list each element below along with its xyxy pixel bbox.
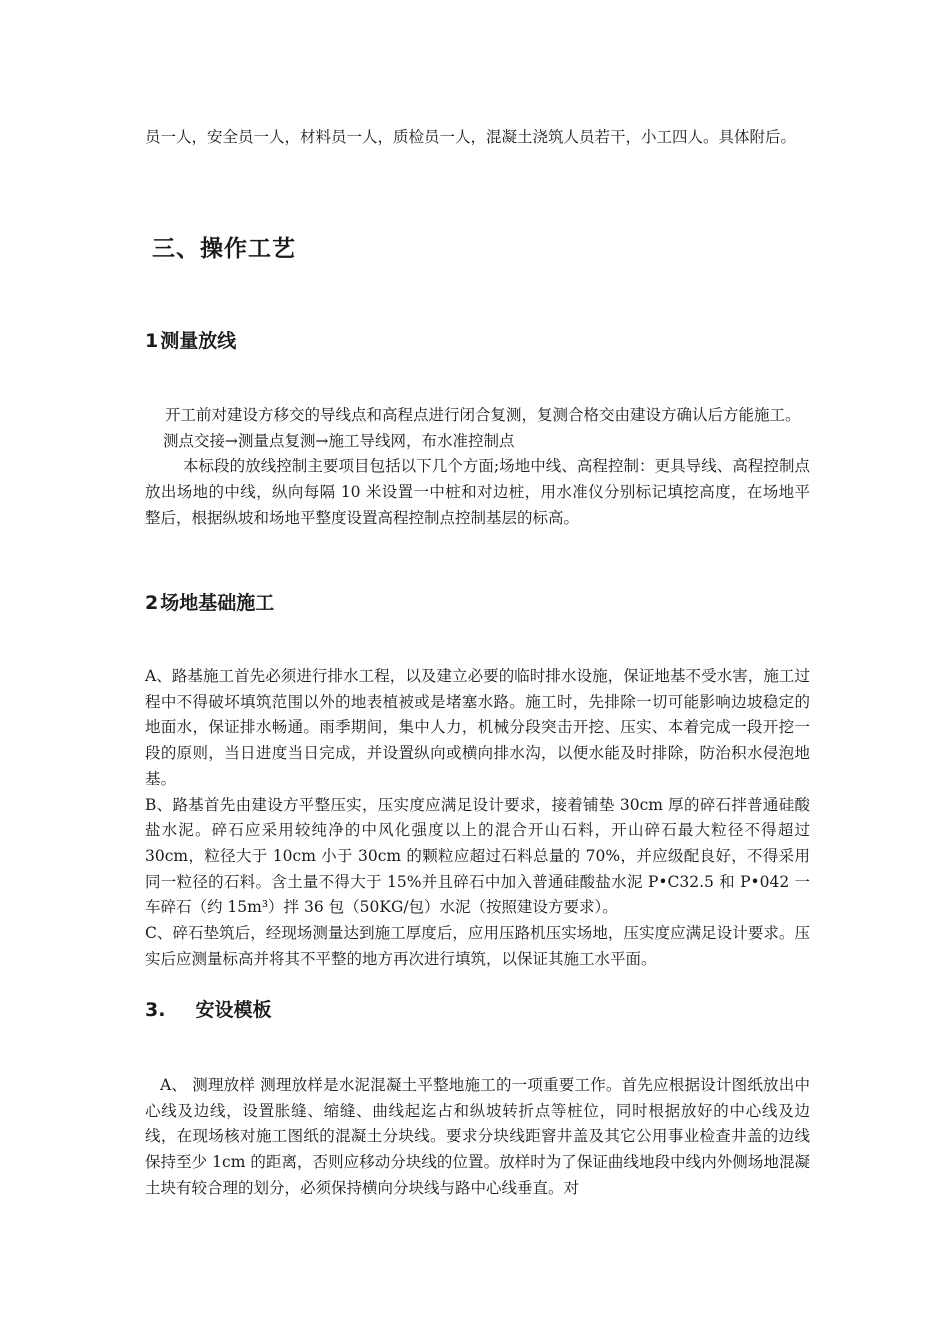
- section-3-heading: 三、操作工艺: [152, 236, 296, 262]
- paragraph-survey-flow: 测点交接→测量点复测→施工导线网，布水准控制点: [163, 431, 515, 450]
- subsection-2-title: 场地基础施工: [160, 592, 275, 614]
- paragraph-survey-review: 开工前对建设方移交的导线点和高程点进行闭合复测，复测合格交由建设方确认后方能施工。: [165, 406, 801, 424]
- intro-paragraph: [145, 125, 810, 151]
- subsection-2-body: [145, 664, 810, 972]
- subsection-3-title: 安设模板: [195, 999, 272, 1021]
- paragraph-drainage: A、路基施工首先必须进行排水工程，以及建立必要的临时排水设施，保证地基不受水害，施工过程中不得破坏填筑范围以外的地表植被或是堵塞水路。施工时，先排除一切可能影响边坡稳定的地面水，保证排水畅通。雨季期间，集中人力，机械分段突击开挖、压实、本着完成一段开挖一段的原则，当日进度当日完成，并设置纵向或横向排水沟，以便水能及时排除，防治积水侵泡地基。: [145, 667, 810, 788]
- paragraph-compaction: C、碎石垫筑后，经现场测量达到施工厚度后，应用压路机压实场地，压实度应满足设计要求。压实后应测量标高并将其不平整的地方再次进行填筑，以保证其施工水平面。: [145, 924, 810, 968]
- subsection-1-body: [145, 403, 810, 532]
- subsection-3-number: 3.: [145, 999, 166, 1021]
- subsection-3-heading: [145, 995, 271, 1022]
- subsection-3-body: [145, 1073, 810, 1202]
- subsection-1-number: 1: [145, 330, 159, 352]
- intro-text: 员一人，安全员一人，材料员一人，质检员一人，混凝土浇筑人员若干，小工四人。具体附后。: [145, 128, 797, 146]
- subsection-1-heading: [145, 326, 236, 353]
- paragraph-survey-control: 本标段的放线控制主要项目包括以下几个方面;场地中线、高程控制：更具导线、高程控制点放出场地的中线，纵向每隔 10 米设置一中桩和对边桩，用水准仪分别标记填挖高度，在场地平整后，根据纵坡和场地平整度设置高程控制点控制基层的标高。: [145, 457, 810, 527]
- paragraph-layout-staking: A、 测理放样 测理放样是水泥混凝土平整地施工的一项重要工作。首先应根据设计图纸放出中心线及边线，设置胀缝、缩缝、曲线起迄占和纵坡转折点等桩位，同时根据放好的中心线及边线，在现场核对施工图纸的混凝土分块线。要求分块线距窨井盖及其它公用事业检查井盖的边线保持至少 1cm 的距离，否则应移动分块线的位置。放样时为了保证曲线地段中线内外侧场地混凝土块有较合理的划分，必须保持横向分块线与路中心线垂直。对: [145, 1076, 810, 1197]
- subsection-2-number: 2: [145, 592, 159, 614]
- subsection-1-title: 测量放线: [160, 330, 237, 352]
- paragraph-gravel-base: B、路基首先由建设方平整压实，压实度应满足设计要求，接着铺垫 30cm 厚的碎石拌普通硅酸盐水泥。碎石应采用较纯净的中风化强度以上的混合开山石料，开山碎石最大粒径不得超过 30cm，粒径大于 10cm 小于 30cm 的颗粒应超过石料总量的 70%，并应级配良好，不得采用同一粒径的石料。含土量不得大于 15%并且碎石中加入普通硅酸盐水泥 P•C32.5 和 P•042 一车碎石（约 15m³）拌 36 包（50KG/包）水泥（按照建设方要求）。: [145, 795, 810, 917]
- subsection-2-heading: [145, 588, 274, 615]
